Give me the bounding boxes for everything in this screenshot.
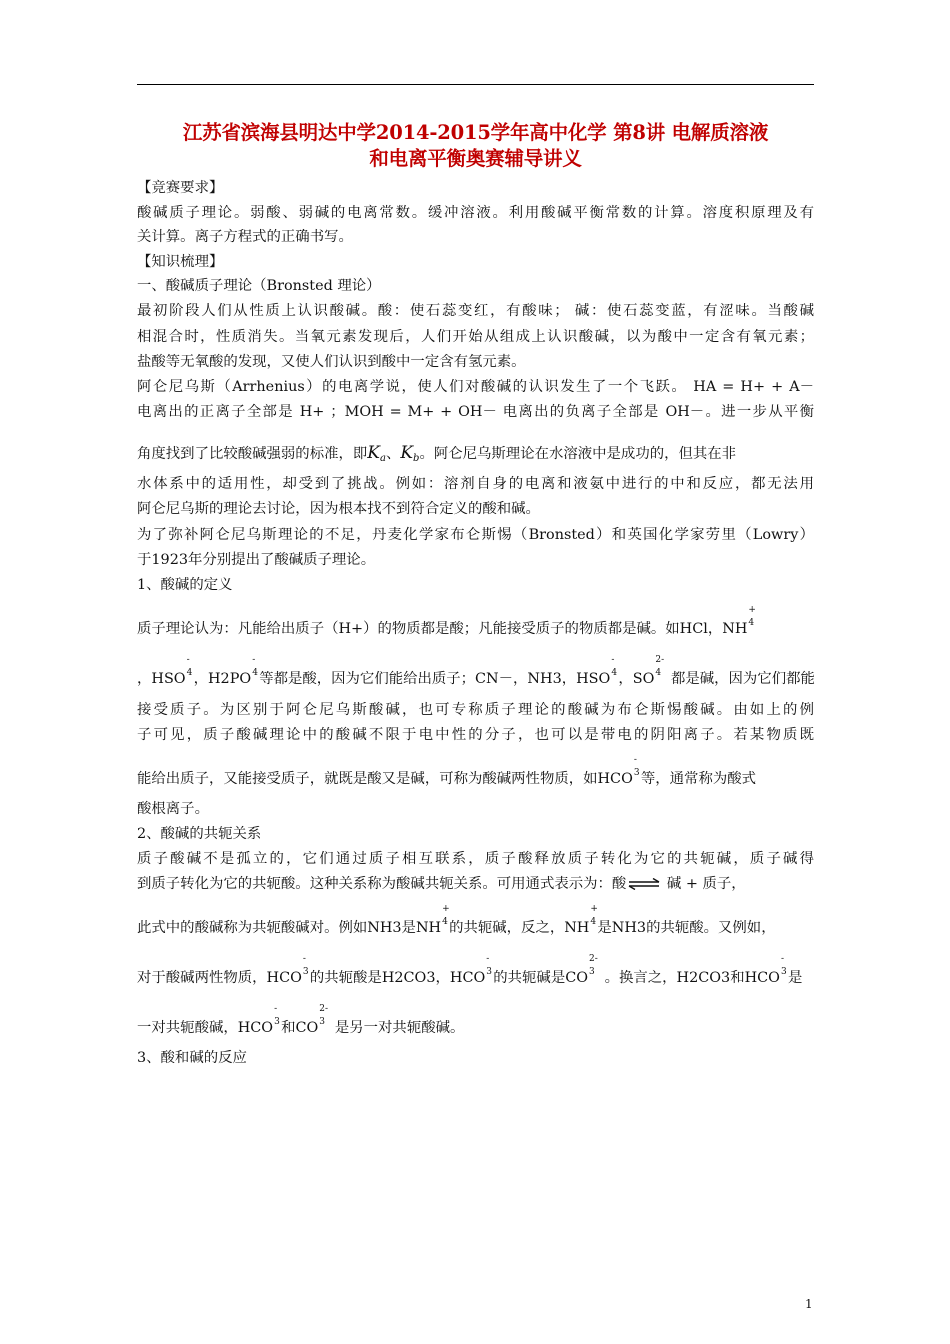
text-fragment: 。阿仑尼乌斯理论在水溶液中是成功的，但其在非 xyxy=(419,446,737,462)
subscript: 4 xyxy=(590,917,597,927)
header-rule xyxy=(137,84,814,85)
superscript: - xyxy=(780,954,785,964)
text-line xyxy=(137,655,815,689)
text-line: 阿仑尼乌斯的理论去讨论，因为根本找不到符合定义的酸和碱。 xyxy=(137,501,540,517)
text-line xyxy=(137,1004,814,1038)
superscript: 2- xyxy=(319,1004,329,1014)
text-fragment: 能给出质子，又能接受质子，就既是酸又是碱，可称为酸碱两性物质，如HCO xyxy=(137,771,633,787)
text-fragment: 和CO xyxy=(281,1020,319,1036)
heading-acid-base-reaction: 3、酸和碱的反应 xyxy=(137,1050,247,1066)
text-line xyxy=(137,755,814,789)
text-fragment: 都是碱，因为它们都能 xyxy=(666,671,815,687)
text-line: 为了弥补阿仑尼乌斯理论的不足，丹麦化学家布仑斯惕（Bronsted）和英国化学家劳里（Lowry） xyxy=(137,527,814,543)
text-fragment: ，HSO xyxy=(137,671,186,687)
text-fragment: 碱 + 质子， xyxy=(662,876,746,892)
ion-charge xyxy=(610,655,618,683)
subscript: 4 xyxy=(252,668,258,678)
k-symbol: K xyxy=(400,443,414,463)
text-line: 阿仑尼乌斯（Arrhenius）的电离学说，使人们对酸碱的认识发生了一个飞跃。 HA = H+ + A－ xyxy=(137,379,814,395)
text-fragment: 角度找到了比较酸碱强弱的标准，即 xyxy=(137,446,368,462)
text-line xyxy=(137,954,814,988)
text-line: 关计算。离子方程式的正确书写。 xyxy=(137,229,353,245)
subscript-b: b xyxy=(413,453,420,464)
superscript: + xyxy=(442,904,450,914)
text-fragment: 的共轭碱是CO xyxy=(493,970,589,986)
ion-charge xyxy=(589,904,598,932)
subscript: 3 xyxy=(780,967,787,977)
text-fragment: 的共轭酸是H2CO3，HCO xyxy=(309,970,486,986)
ion-charge xyxy=(780,954,788,982)
text-fragment: 的共轭碱，反之，NH xyxy=(449,920,590,936)
subscript: 3 xyxy=(274,1017,280,1027)
text-line: 酸根离子。 xyxy=(137,801,209,817)
text-line: 质子酸碱不是孤立的，它们通过质子相互联系，质子酸释放质子转化为它的共轭碱，质子碱得 xyxy=(137,851,814,867)
equilibrium-arrow-icon xyxy=(626,878,662,890)
text-line xyxy=(137,904,814,938)
text-fragment: 是NH3的共轭酸。又例如， xyxy=(597,920,776,936)
text-fragment: ，H2PO xyxy=(193,671,252,687)
ion-charge xyxy=(747,605,756,633)
text-fragment: 。换言之，H2CO3和HCO xyxy=(600,970,780,986)
superscript: - xyxy=(252,655,256,665)
text-line: 盐酸等无氧酸的发现，又使人们认识到酸中一定含有氢元素。 xyxy=(137,354,526,370)
text-fragment: 质子理论认为：凡能给出质子（H+）的物质都是酸；凡能接受质子的物质都是碱。如HCl，NH xyxy=(137,621,748,637)
text-fragment: 一对共轭酸碱，HCO xyxy=(137,1020,274,1036)
ion-charge xyxy=(251,655,259,683)
heading-bronsted-theory: 一、酸碱质子理论（Bronsted 理论） xyxy=(137,278,381,294)
text-line: 电离出的正离子全部是 H+ ；MOH = M+ + OH－ 电离出的负离子全部是 OH－。进一步从平衡 xyxy=(137,404,814,420)
title-line-2: 和电离平衡奥赛辅导讲义 xyxy=(369,147,582,170)
superscript: + xyxy=(590,904,598,914)
subscript: 3 xyxy=(319,1017,326,1027)
subscript: 3 xyxy=(633,768,640,778)
ion-charge xyxy=(273,1004,281,1032)
title-line-1: 江苏省滨海县明达中学2014-2015学年高中化学 第8讲 电解质溶液 xyxy=(182,121,769,144)
text-fragment: 等都是酸，因为它们能给出质子；CN－，NH3，HSO xyxy=(259,671,611,687)
subscript: 4 xyxy=(186,668,193,678)
superscript: + xyxy=(748,605,756,615)
text-line: 水体系中的适用性，却受到了挑战。例如：溶剂自身的电离和液氨中进行的中和反应，都无法用 xyxy=(137,476,814,492)
page-number: 1 xyxy=(805,1297,813,1311)
text-fragment: ，SO xyxy=(618,671,655,687)
text-fragment: 是另一对共轭酸碱。 xyxy=(330,1020,465,1036)
ion-charge xyxy=(318,1004,330,1032)
text-line-ka-kb xyxy=(137,443,814,469)
text-line: 子可见，质子酸碱理论中的酸碱不限于电中性的分子，也可以是带电的阴阳离子。若某物质既 xyxy=(137,727,814,743)
ion-charge xyxy=(302,954,310,982)
section-competition-requirements: 【竞赛要求】 xyxy=(137,180,224,196)
subscript: 4 xyxy=(611,668,618,678)
text-line: 最初阶段人们从性质上认识酸碱。酸：使石蕊变红，有酸味； 碱：使石蕊变蓝，有涩味。当酸碱 xyxy=(137,303,814,319)
subscript-a: a xyxy=(379,453,386,464)
subscript: 4 xyxy=(442,917,448,927)
subscript: 4 xyxy=(748,618,755,628)
text-fragment: 对于酸碱两性物质，HCO xyxy=(137,970,302,986)
ion-charge xyxy=(633,755,641,783)
subscript: 3 xyxy=(589,967,595,977)
superscript: - xyxy=(486,954,490,964)
ion-charge xyxy=(186,655,194,683)
superscript: - xyxy=(274,1004,278,1014)
text-fragment: 是 xyxy=(787,970,803,986)
text-line xyxy=(137,874,814,894)
ion-charge xyxy=(654,655,666,683)
superscript: - xyxy=(611,655,615,665)
subscript: 4 xyxy=(655,668,662,678)
text-fragment: 此式中的酸碱称为共轭酸碱对。例如NH3是NH xyxy=(137,920,442,936)
text-fragment: 等，通常称为酸式 xyxy=(640,771,757,787)
superscript: 2- xyxy=(589,954,598,964)
superscript: - xyxy=(302,954,306,964)
section-knowledge: 【知识梳理】 xyxy=(137,254,224,270)
k-symbol: K xyxy=(367,443,380,463)
text-fragment: 到质子转化为它的共轭酸。这种关系称为酸碱共轭关系。可用通式表示为：酸 xyxy=(137,876,627,892)
text-line: 酸碱质子理论。弱酸、弱碱的电离常数。缓冲溶液。利用酸碱平衡常数的计算。溶度积原理及有 xyxy=(137,205,814,221)
heading-conjugate: 2、酸碱的共轭关系 xyxy=(137,826,262,842)
ion-charge xyxy=(588,954,600,982)
text-line: 相混合时，性质消失。当氧元素发现后，人们开始从组成上认识酸碱，以为酸中一定含有氧元素； xyxy=(137,329,814,345)
subscript: 3 xyxy=(486,967,492,977)
superscript: - xyxy=(633,755,637,765)
text-fragment: 、 xyxy=(385,446,401,462)
text-line xyxy=(137,605,814,639)
text-line: 接受质子。为区别于阿仑尼乌斯酸碱，也可专称质子理论的酸碱为布仑斯惕酸碱。由如上的例 xyxy=(137,702,814,718)
heading-definition: 1、酸碱的定义 xyxy=(137,577,233,593)
subscript: 3 xyxy=(302,967,309,977)
ion-charge xyxy=(441,904,450,932)
ion-charge xyxy=(485,954,493,982)
superscript: 2- xyxy=(655,655,665,665)
superscript: - xyxy=(186,655,190,665)
text-line: 于1923年分别提出了酸碱质子理论。 xyxy=(137,552,376,568)
